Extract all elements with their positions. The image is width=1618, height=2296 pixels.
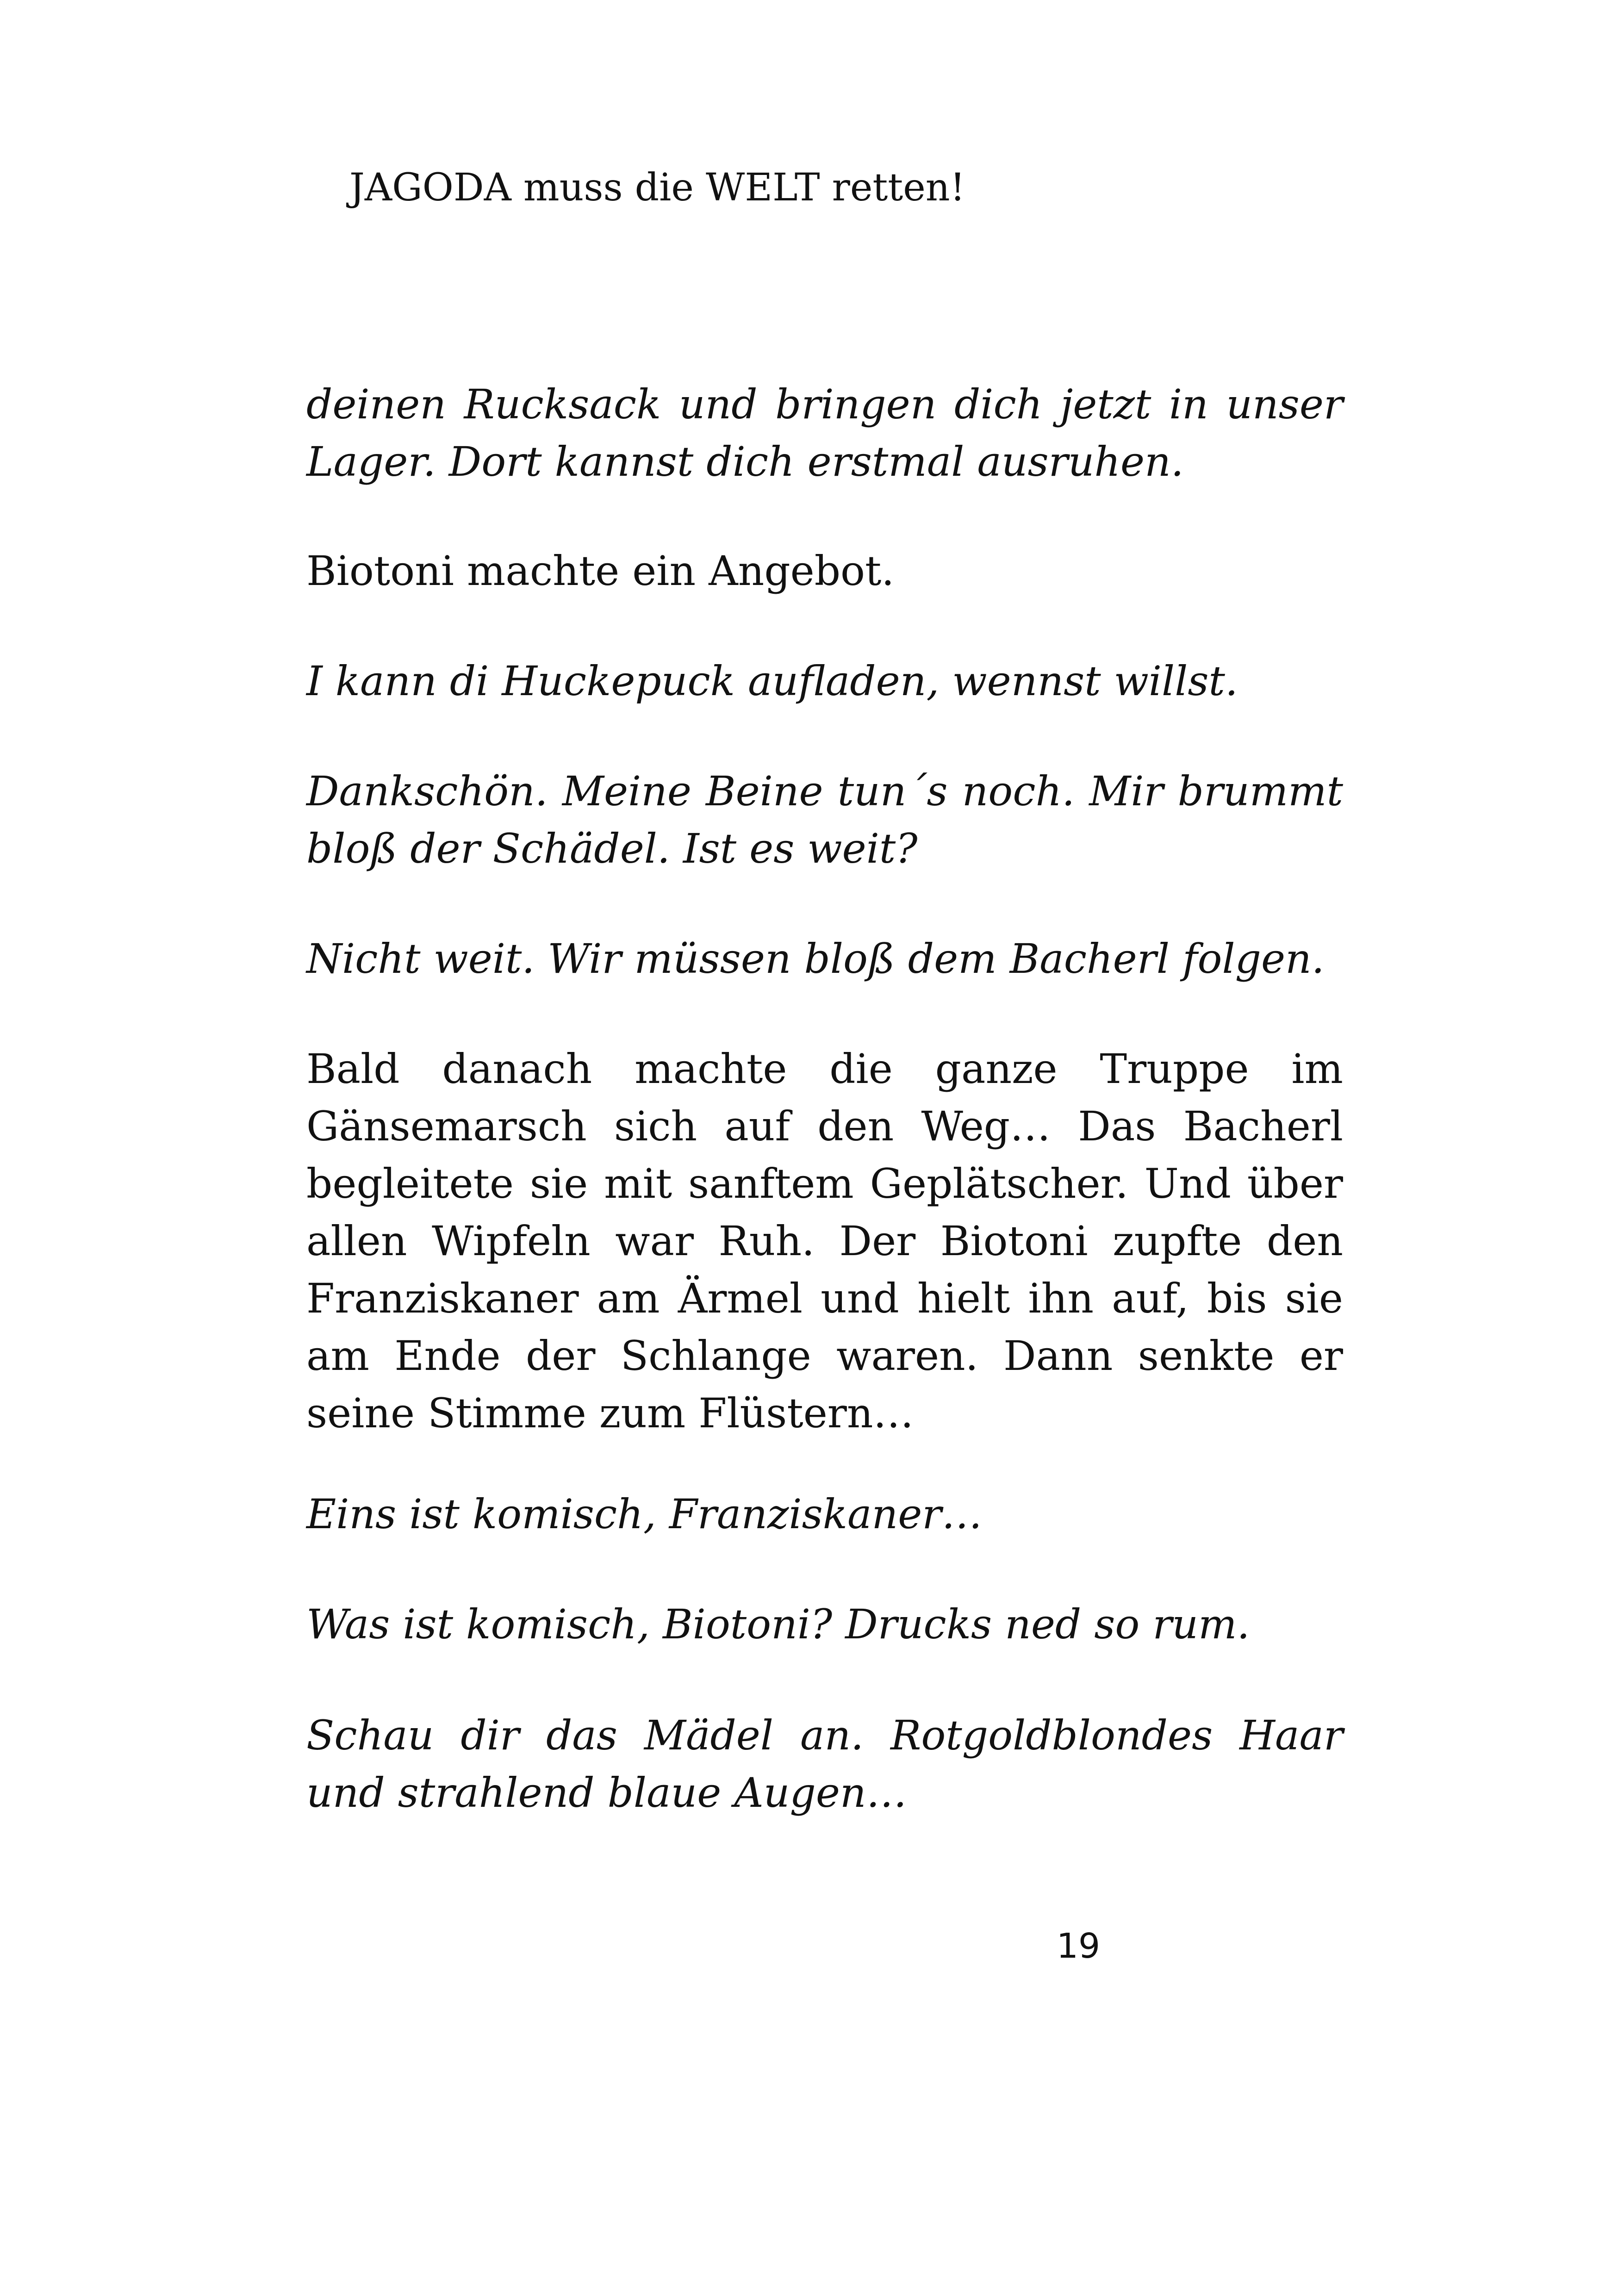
- paragraph-4: Dankschön. Meine Beine tun´s noch. Mir brummt bloß der Schädel. Ist es weit?: [306, 767, 1343, 872]
- paragraph-2: Biotoni machte ein Angebot.: [306, 547, 895, 595]
- paragraph-7: Eins ist komisch, Franziskaner…: [306, 1490, 983, 1538]
- paragraph-9: Schau dir das Mädel an. Rotgoldblondes Haar und strahlend blaue Augen…: [306, 1711, 1343, 1817]
- running-header-title: JAGODA muss die WELT retten!: [349, 166, 965, 210]
- paragraph-5: Nicht weit. Wir müssen bloß dem Bacherl folgen.: [306, 935, 1325, 983]
- page-number: 19: [1056, 1926, 1101, 1966]
- paragraph-6: Bald danach machte die ganze Truppe im Gänsemarsch sich auf den Weg… Das Bacherl begleitete sie mit sanftem Geplätscher. Und über allen Wipfeln war Ruh. Der Biotoni zupfte den Franziskaner am Ärmel und hielt ihn auf, bis sie am Ende der Schlange waren. Dann senkte er seine Stimme zum Flüstern…: [306, 1045, 1343, 1437]
- paragraph-8: Was ist komisch, Biotoni? Drucks ned so rum.: [306, 1600, 1250, 1648]
- paragraph-3: I kann di Huckepuck aufladen, wennst willst.: [306, 657, 1238, 705]
- paragraph-1: deinen Rucksack und bringen dich jetzt in unser Lager. Dort kannst dich erstmal ausruhen.: [306, 380, 1343, 485]
